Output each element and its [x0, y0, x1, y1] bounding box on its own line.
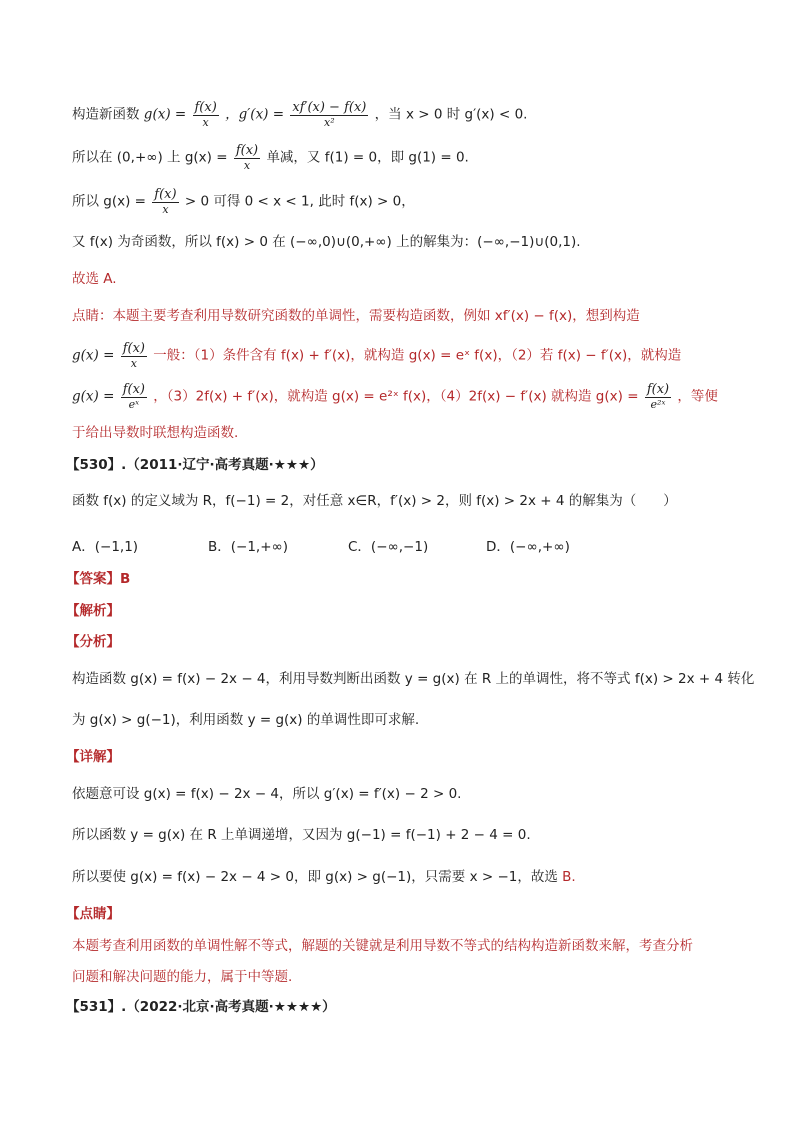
tip-line-2: g(x) = $\frac{f(x)}{x}$ 一般：（1）条件含有 f(x) + f′(x)，就构造 g(x) = eˣ f(x)，（2）若 f(x) − f′(x)，就构造 — [72, 341, 682, 370]
tip-line-1: 点睛：本题主要考查利用导数研究函数的单调性，需要构造函数，例如 xf′(x) − f(x)，想到构造 — [72, 308, 640, 324]
fraction: $\frac{f(x)}{x}$ — [154, 187, 177, 216]
tip-text-line-1: 本题考查利用函数的单调性解不等式，解题的关键就是利用导数不等式的结构构造新函数来解，考查分析 — [72, 938, 693, 954]
analysis-label: 【解析】 — [66, 603, 120, 619]
tip-text-line-2: 问题和解决问题的能力，属于中等题. — [72, 969, 293, 985]
solution-line-3: 所以 g(x) = $\frac{f(x)}{x}$ > 0 可得 0 < x < 1, 此时 f(x) > 0， — [72, 187, 415, 216]
detail-line-3: 所以要使 g(x) = f(x) − 2x − 4 > 0，即 g(x) > g(−1)，只需要 x > −1，故选 B. — [72, 869, 576, 885]
question-header: 【530】.（2011·辽宁·高考真题·★★★） — [66, 457, 324, 473]
analysis-line-2: 为 g(x) > g(−1)，利用函数 y = g(x) 的单调性即可求解. — [72, 712, 420, 728]
solution-line-4: 又 f(x) 为奇函数，所以 f(x) > 0 在 (−∞,0)∪(0,+∞) 上的解集为：(−∞,−1)∪(0,1). — [72, 234, 581, 250]
option-c: C．(−∞,−1) — [348, 539, 429, 555]
tip-line-3: g(x) = $\frac{f(x)}{\text{eˣ}}$ ，（3）2f(x) + f′(x)，就构造 g(x) = e²ˣ f(x)，（4）2f(x) − f′(x) 就构造 g(x) = $\frac{f(x)}{\text{e²ˣ}}$ ，等便 — [72, 382, 718, 411]
answer-label: 【答案】B — [66, 571, 131, 587]
next-question-header: 【531】.（2022·北京·高考真题·★★★★） — [66, 999, 336, 1015]
option-a: A．(−1,1) — [72, 539, 139, 555]
solution-line-2: 所以在 (0,+∞) 上 g(x) = $\frac{f(x)}{x}$ 单减，又 f(1) = 0，即 g(1) = 0. — [72, 143, 469, 172]
fraction: $\frac{f(x)}{\text{eˣ}}$ — [122, 382, 145, 411]
fraction: $\frac{f(x)}{\text{e²ˣ}}$ — [646, 382, 670, 411]
option-d: D．(−∞,+∞) — [486, 539, 570, 555]
detail-label: 【详解】 — [66, 749, 120, 765]
analysis-line-1: 构造函数 g(x) = f(x) − 2x − 4，利用导数判断出函数 y = g(x) 在 R 上的单调性，将不等式 f(x) > 2x + 4 转化 — [72, 671, 755, 687]
option-b: B．(−1,+∞) — [208, 539, 289, 555]
analysis-subheading: 【分析】 — [66, 634, 120, 650]
fraction: $\frac{f(x)}{x}$ — [122, 341, 145, 370]
fraction: $\frac{xf'(x) - f(x)}{\text{x²}}$ — [292, 100, 367, 129]
fraction: $\frac{f(x)}{x}$ — [194, 100, 217, 129]
detail-line-1: 依题意可设 g(x) = f(x) − 2x − 4，所以 g′(x) = f′(x) − 2 > 0. — [72, 786, 462, 802]
text: 构造新函数 — [72, 106, 140, 123]
tip-label: 【点睛】 — [66, 906, 120, 922]
solution-line-1: 构造新函数 g(x) = $\frac{f(x)}{x}$ ，g′(x) = $\frac{xf'(x) - f(x)}{\text{x²}}$ ，当 x > 0 时 g′(x) < 0. — [72, 100, 528, 129]
question-text: 函数 f(x) 的定义域为 R，f(−1) = 2，对任意 x∈R，f′(x) > 2，则 f(x) > 2x + 4 的解集为（ ） — [72, 493, 677, 509]
fraction: $\frac{f(x)}{x}$ — [235, 143, 259, 172]
solution-choice: 故选 A. — [72, 271, 117, 287]
tip-line-4: 于给出导数时联想构造函数. — [72, 425, 239, 441]
detail-line-2: 所以函数 y = g(x) 在 R 上单调递增，又因为 g(−1) = f(−1) + 2 − 4 = 0. — [72, 827, 531, 843]
